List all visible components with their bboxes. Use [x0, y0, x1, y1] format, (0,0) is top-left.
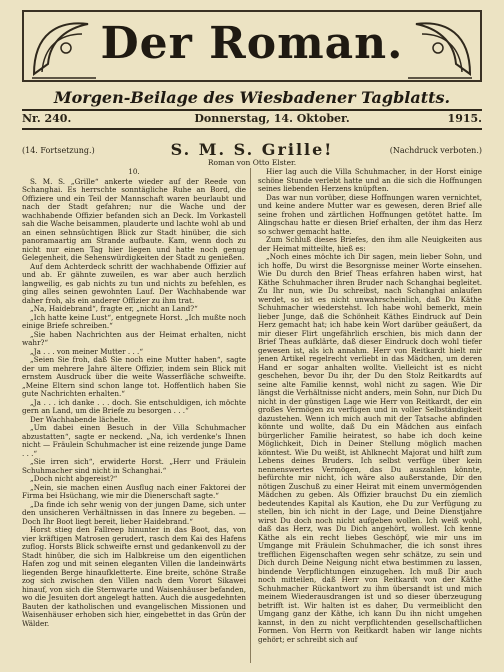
paragraph: „Da finde ich sehr wenig von der jungen Dame, sich unter den unsicheren Verhältnissen in das Innere zu begeben. — Doch Ihr Boot liegt bereit, lieber Haidebrand.“	[22, 499, 246, 526]
right-column	[258, 168, 482, 668]
paragraph: „Um dabei einen Besuch in der Villa Schuhmacher abzustatten“, sagte er neckend. „Na, ich verdenke's Ihnen nicht — Fräulein Schuhmacher ist eine reizende junge Dame . . .“	[22, 423, 246, 458]
masthead-title: Der Roman.	[100, 18, 404, 69]
masthead	[22, 10, 482, 82]
issue-row	[22, 112, 482, 128]
story-byline: Roman von Otto Elster.	[207, 158, 297, 167]
paragraph: Das war nun vorüber, diese Hoffnungen waren vernichtet, und keine andere Mutter war es gewesen, deren Brief alle seine frohen und zärtlichen Hoffnungen getötet hatte. Im Alingschau hatte er diesen Brief erhalten, der ihm das Herz so schwer gemacht hatte.	[258, 192, 482, 236]
paragraph: Hier lag auch die Villa Schuhmacher, in der Horst einige schöne Stunde verlebt hatte und an die sich die Hoffnungen seines liebenden Herzens knüpften.	[258, 168, 482, 193]
paragraph: „Sie irren sich“, erwiderte Horst. „Herr und Fräulein Schuhmacher sind nicht in Schanghai.“	[22, 457, 246, 475]
header-rule-bottom	[22, 128, 482, 130]
issue-year: 1915.	[447, 112, 482, 125]
paragraph: „Ja . . . von meiner Mutter . . .“	[30, 346, 143, 356]
reprint-note: (Nachdruck verboten.)	[389, 146, 482, 155]
paragraph: „Ja . . . ich danke . . . doch. Sie entschuldigen, ich möchte gern an Land, um die Briefe zu besorgen . . .“	[22, 397, 246, 415]
paragraph: „Noch eines möchte ich Dir sagen, mein lieber Sohn, und ich hoffe, Du wirst die Besorgnisse meiner Worte einsehen. Wie Du durch den Brief Theas erfahren haben wirst, hat Käthe Schuhmacher ihren Bruder nach Schanghai begleitet. Zu Ihr nun, wie Du schreibst, nach Schanghai anlaufen werdet, so ist es nicht unwahrscheinlich, daß Du Käthe Schuhmacher wiederstehst. Ich habe wohl bemerkt, mein lieber Junge, daß die Schönheit Käthes Eindruck auf Dein Herz gemacht hat; ich habe kein Wort darüber geäußert, da mir dieser Flirt ungefährlich erschien, bis mich dann der Brief Theas aufklärte, daß dieser Eindruck doch wohl tiefer gewesen ist, als ich annahm. Herr von Reitkardt hielt mir jenen Artikel regelrecht verliebt in das Mädchen, um deren Hand er sogar anhalten wollte. Vielleicht ist es nicht geschehen, bevor Du ihr, der Du den Stolz Reitkardts auf seine alte Familie kennst, wohl nicht zu sagen. Wie Dir längst die Verhältnisse nicht anders, mein Sohn, nur Dich Du nicht in der günstigen Lage wie Herr von Reitkardt, der ein großes Vermögen zu verfügen und in voller Selbständigkeit dazustehen. Wenn ich mich auch mit der Tatsache abfinden könnte und wollte, daß Du ein Mädchen aus einfach bürgerlicher Familie heiratest, so habe ich doch keine Möglichkeit, Dich in Deiner Stellung möglich machen könntest. Wie Du weißt, ist Ahlknecht Majorat und hilft zum Lebens deines Bruders. Ich selbst verfüge über kein nennenswertes Vermögen, das Du auszahlen könnte, befürchte mir nicht, ich wäre also außerstande, Dir den nötigen Zuschuß zu einer Heirat mit einem unvermögenden Mädchen zu geben. Als Offizier brauchst Du ein ziemlich bedeutendes Kapital als Kaution, ehe Du zur Verfügung zu stellen, bin ich nicht in der Lage, und Deine Dienstjahre wirst Du doch noch nicht aufgeben wollen. Ich weiß wohl, daß das Herz, was Du Dich angehört, wollest. Ich kenne Käthe als ein recht liebes Geschöpf, wie mir uns im Umgange mit Fräulein Schuhmacher, die ich sonst ihres trefflichen Eigenschaften wegen sehr schätze, zu sein und Dich durch Deine Neigung nicht etwa bestimmen zu lassen, bindende Verpflichtungen einzugehen. Ich muß Dir auch noch mitteilen, daß Herr von Reitkardt von der Käthe Schuhmacher Rückantwort zu ihm übersandt ist und mich meinem Wiederausdrangen ist und so dieser überzeugung betrifft ist. Wir halten ist es daher, Du vermeiblicht den Umgang ganz der Käthe, ich kann Du ihn nicht umgehen kannst, in den zu nicht verpflichtenden gesellschaftlichen Formen. Von Herrn von Reitkardt haben wir lange nichts gehört; er schreibt sich auf	[258, 252, 482, 644]
header-rule-top	[22, 109, 482, 111]
paragraph: Auf dem Achterdeck schritt der wachhabende Offizier auf und ab. Er gähnte zuweilen, es war aber auch herzlich langweilig, es gab nichts zu tun und nichts zu befehlen, es ging alles seinen gewohnten Lauf. Der Wachhabende war daher froh, als ein anderer Offizier zu ihm trat.	[22, 261, 246, 305]
paragraph: S. M. S. „Grille“ ankerte wieder auf der Reede von Schanghai. Es herrschte sonntägliche Ruhe an Bord, die Offiziere und ein Teil der Mannschaft waren beurlaubt und nach der Stadt gefahren; nur die Wache und der wachhabende Offizier befanden sich an Deck. Im Vorkastell sah die Wache beisammen, plauderte und lachte wohl ab und an einen sehnsüchtigen Blick zur Stadt hinüber, die sich panoramaartig am Strande aufbaute. Kam, wenn doch zu nicht nur einen Tag hier liegen und hatte noch genug Gelegenheit, die Sehenswürdigkeiten der Stadt zu genießen.	[22, 176, 246, 262]
masthead-subtitle: Morgen-Beilage des Wiesbadener Tagblatts.	[53, 88, 451, 107]
paragraph: Zum Schluß dieses Briefes, den ihm alle Neuigkeiten aus der Heimat mitteilte, hieß es:	[258, 235, 482, 253]
paragraph: „Ich hatte keine Lust“, entgegnete Horst. „Ich mußte noch einige Briefe schreiben.“	[22, 312, 246, 330]
column-divider	[250, 168, 251, 663]
paragraph: Der Wachhabende lächelte.	[30, 414, 131, 424]
paragraph: „Seien Sie froh, daß Sie noch eine Mutter haben“, sagte der um mehrere Jahre ältere Offizier, indem sein Blick mit ernstem Ausdruck über die weite Wasserfläche schweifte. „Meine Eltern sind schon lange tot. Hoffentlich haben Sie gute Nachrichten erhalten.“	[22, 355, 246, 398]
left-column	[22, 168, 246, 668]
paragraph: „Doch nicht abgereist?“	[30, 474, 118, 483]
continuation-note: (14. Fortsetzung.)	[22, 146, 95, 155]
paragraph: „Sie haben Nachrichten aus der Heimat erhalten, nicht wahr?“	[22, 329, 246, 347]
paragraph: Horst stieg den Fallreep hinunter in das Boot, das, von vier kräftigen Matrosen gerudert, rasch dem Kai des Hafens zuflog. Horsts Blick schweifte ernst und gedankenvoll zu der Stadt hinüber, die sich im Halbkreise um den eigentlichen Hafen zog und mit seinen eleganten Villen die landeinwärts liegenden Berge hinaufkletterte. Eine breite, schöne Straße zog sich zwischen den Villen nach dem Vorort Sikawei hinauf, von sich die Sternwarte und Waisenhäuser befanden, wo die Jesuiten dort angelegt hatten. Auch die ausgedehnten Bauten der katholischen und evangelischen Missionen und Waisenhäuser erhoben sich hier, eingebettet in das Grün der Wälder.	[22, 525, 246, 628]
story-title: S. M. S. Grille!	[170, 140, 334, 159]
paragraph: „Nein, sie machen einen Ausflug nach einer Faktorei der Firma bei Hsüchang, wie mir die Dienerschaft sagte.“	[22, 482, 246, 500]
issue-number: Nr. 240.	[22, 112, 72, 125]
paragraph: „Na, Haidebrand“, fragte er, „nicht an Land?“	[30, 304, 198, 313]
chapter-number: 10.	[128, 168, 140, 176]
issue-date: Donnerstag, 14. Oktober.	[194, 112, 350, 125]
